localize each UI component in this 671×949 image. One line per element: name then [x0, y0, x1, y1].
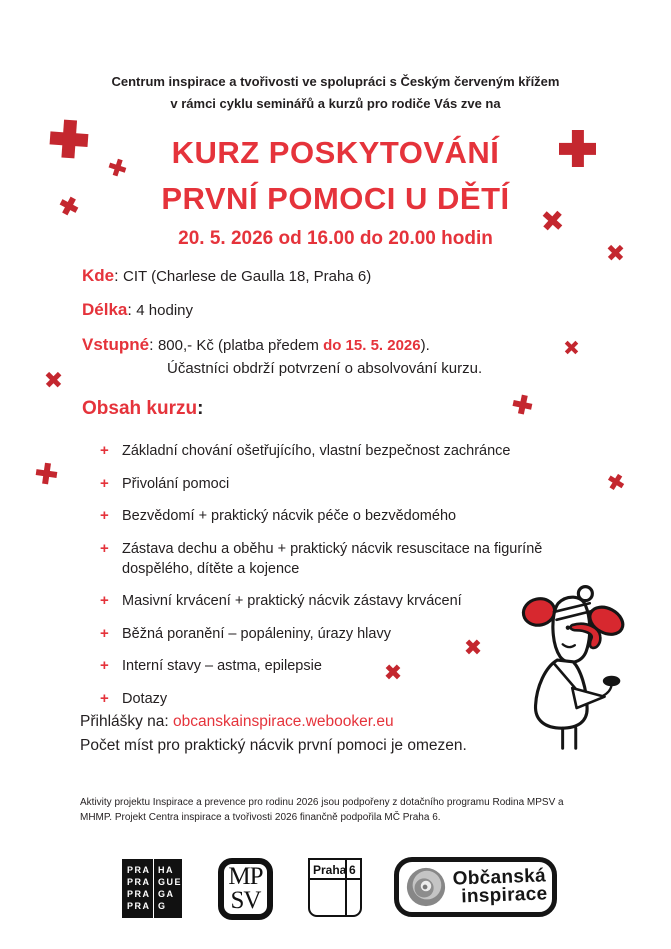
obcanska-logo-line: Občanská — [452, 865, 547, 890]
fee-value-end: ). — [420, 337, 430, 354]
intro-text — [0, 71, 671, 115]
stethoscope-icon — [604, 677, 620, 686]
list-item-text: Přivolání pomoci — [122, 475, 230, 492]
prague-logo-cell: PRA — [127, 901, 151, 911]
red-plus-icon — [35, 462, 59, 486]
info-row-duration — [82, 300, 193, 320]
course-content-heading — [82, 398, 203, 420]
praha6-logo — [308, 858, 362, 917]
duration-value: 4 hodiny — [136, 302, 193, 319]
list-item-text: Základní chování ošetřujícího, vlastní bezpečnost zachránce — [122, 443, 511, 459]
title-line-2: PRVNÍ POMOCI U DĚTÍ — [161, 181, 510, 216]
prague-logo-cell: PRA — [127, 889, 151, 899]
prague-logo-cell: G — [157, 901, 167, 911]
intro-line-2: v rámci cyklu seminářů a kurzů pro rodiče Vás zve na — [170, 96, 501, 111]
list-item-text: Interní stavy – astma, epilepsie — [122, 658, 322, 674]
plus-bullet-icon: + — [100, 592, 109, 609]
colon: : — [197, 398, 204, 419]
page-title — [0, 130, 671, 222]
plus-bullet-icon: + — [100, 474, 109, 492]
praha6-logo-name: Praha — [313, 863, 347, 877]
obcanska-logo-line: inspirace — [460, 883, 548, 908]
mpsv-logo — [218, 858, 273, 920]
red-x-icon — [561, 337, 582, 358]
prague-logo-cell: GUE — [157, 877, 182, 887]
where-value: CIT (Charlese de Gaulla 18, Praha 6) — [123, 268, 372, 285]
fee-value: 800,- Kč (platba předem — [157, 337, 324, 354]
list-item — [100, 474, 605, 494]
mpsv-logo-line: SV — [230, 887, 261, 914]
prague-logo-cell: HA — [157, 865, 174, 875]
list-item-text: Zástava dechu a oběhu + praktický nácvik resuscitace na figuríně dospělého, dítěte a kojence — [122, 540, 543, 577]
mpsv-logo-line: MP — [228, 863, 263, 890]
title-line-1: KURZ POSKYTOVÁNÍ — [171, 135, 500, 170]
red-plus-icon — [511, 393, 534, 416]
list-item-text: Masivní krvácení + praktický nácvik zástavy krvácení — [122, 593, 462, 609]
fee-label: Vstupné — [82, 335, 150, 354]
plus-bullet-icon: + — [100, 624, 109, 642]
capacity-note: Počet míst pro praktický nácvik první pomoci je omezen. — [80, 737, 467, 754]
list-item — [100, 441, 605, 461]
plus-bullet-icon: + — [100, 539, 109, 557]
intro-line-1: Centrum inspirace a tvořivosti ve spolupráci s Českým červeným křížem — [111, 74, 560, 89]
plus-bullet-icon: + — [100, 657, 109, 674]
obcanska-inspirace-logo — [394, 857, 557, 917]
colon: : — [149, 337, 154, 354]
fee-deadline: do 15. 5. 2026 — [323, 337, 421, 354]
plus-bullet-icon: + — [100, 689, 109, 707]
swirl-icon — [405, 866, 447, 908]
info-row-fee — [82, 335, 430, 355]
colon: : — [127, 302, 132, 319]
prague-logo-cell: PRA — [127, 865, 151, 875]
red-x-icon — [41, 367, 65, 391]
signup-line — [80, 713, 394, 731]
funding-fine-print: Aktivity projektu Inspirace a prevence pro rodinu 2026 jsou podpořeny z dotačního programu Rodina MPSV a MHMP. Projekt Centra inspirace a tvořivosti 2026 finančně podpořila MČ Praha 6. — [80, 797, 564, 823]
duration-label: Délka — [82, 300, 128, 319]
info-row-where — [82, 266, 371, 286]
where-label: Kde — [82, 266, 115, 285]
fee-note: Účastníci obdrží potvrzení o absolvování kurzu. — [167, 360, 483, 377]
prague-city-logo — [122, 859, 182, 918]
course-content-title: Obsah kurzu — [82, 398, 198, 419]
plus-bullet-icon: + — [100, 442, 109, 459]
mouse-doctor-illustration — [516, 584, 632, 750]
list-item-text: Běžná poranění – popáleniny, úrazy hlavy — [122, 625, 391, 642]
list-item-text: Bezvědomí + praktický nácvik péče o bezvědomého — [122, 508, 457, 524]
signup-label: Přihlášky na: — [80, 713, 174, 730]
list-item — [100, 539, 605, 579]
prague-logo-cell: GA — [157, 889, 175, 899]
plus-bullet-icon: + — [100, 507, 109, 524]
prague-logo-cell: PRA — [127, 877, 151, 887]
list-item-text: Dotazy — [122, 690, 168, 707]
praha6-logo-number: 6 — [349, 863, 356, 877]
colon: : — [114, 268, 119, 285]
event-datetime: 20. 5. 2026 od 16.00 do 20.00 hodin — [178, 228, 493, 249]
red-plus-icon — [605, 471, 627, 493]
list-item — [100, 506, 605, 526]
signup-link[interactable]: obcanskainspirace.webooker.eu — [173, 713, 394, 730]
